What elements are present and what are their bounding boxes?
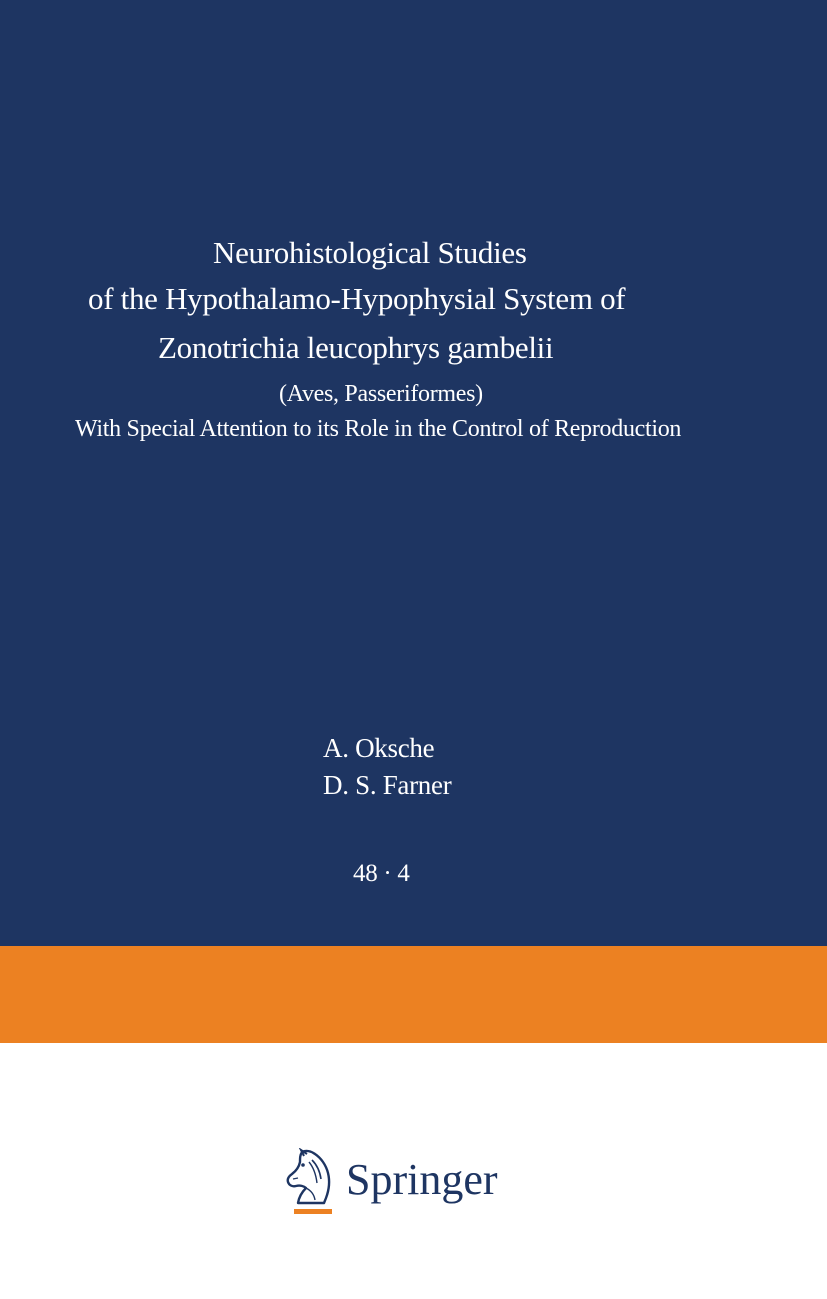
- series-note: (Aves, Passeriformes): [279, 381, 483, 407]
- subtitle: With Special Attention to its Role in the Control of Reproduction: [75, 416, 682, 442]
- cover-accent-band: [0, 946, 827, 1043]
- volume-number: 48 · 4: [353, 860, 410, 887]
- title-line-1: Neurohistological Studies: [213, 235, 527, 270]
- publisher-logo: [284, 1148, 524, 1218]
- springer-horse-icon: [284, 1148, 334, 1206]
- author-1: A. Oksche: [323, 733, 435, 763]
- title-line-2: of the Hypothalamo-Hypophysial System of: [88, 281, 626, 316]
- title-line-3: Zonotrichia leucophrys gambelii: [158, 330, 554, 365]
- logo-underline: [294, 1209, 332, 1214]
- author-2: D. S. Farner: [323, 770, 452, 800]
- publisher-name: Springer: [346, 1155, 498, 1204]
